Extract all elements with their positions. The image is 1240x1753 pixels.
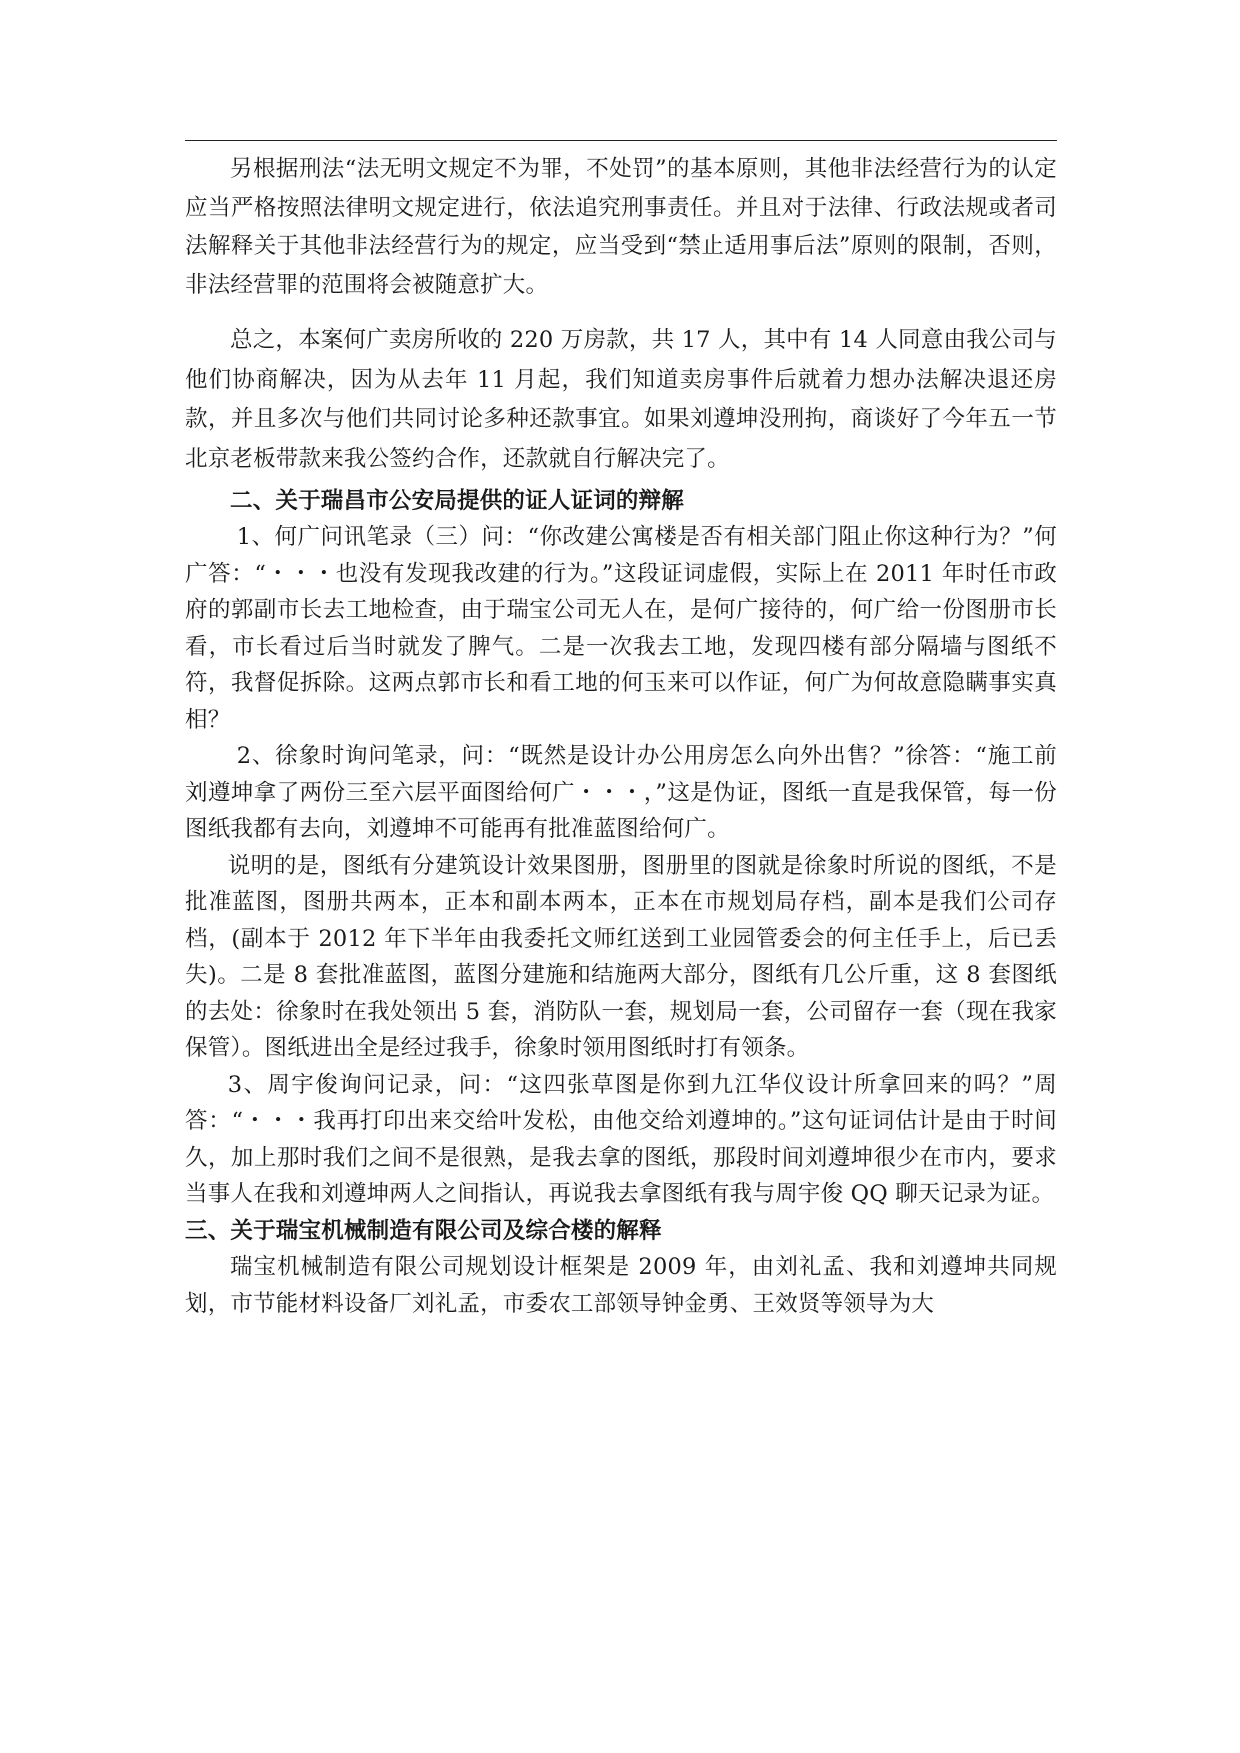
- paragraph-summary: 总之，本案何广卖房所收的 220 万房款，共 17 人，其中有 14 人同意由我公司与他们协商解决，因为从去年 11 月起，我们知道卖房事件后就着力想办法解决退还房款，并且多次与他们共同讨论多种还款事宜。如果刘遵坤没刑拘，商谈好了今年五一节北京老板带款来我公签约合作，还款就自行解决完了。: [185, 327, 1057, 472]
- paragraph-drawings-explanation: 说明的是，图纸有分建筑设计效果图册，图册里的图就是徐象时所说的图纸，不是批准蓝图，图册共两本，正本和副本两本，正本在市规划局存档，副本是我们公司存档，(副本于 2012 年下半年由我委托文师红送到工业园管委会的何主任手上，后已丢失)。二是 8 套批准蓝图，蓝图分建施和结施两大部分，图纸有几公斤重，这 8 套图纸的去处：徐象时在我处领出 5 套，消防队一套，规划局一套，公司留存一套（现在我家保管）。图纸进出全是经过我手，徐象时领用图纸时打有领条。: [185, 852, 1057, 1061]
- section-heading-3: 三、关于瑞宝机械制造有限公司及综合楼的解释: [185, 1217, 662, 1244]
- paragraph-company-planning: 瑞宝机械制造有限公司规划设计框架是 2009 年，由刘礼孟、我和刘遵坤共同规划，市节能材料设备厂刘礼孟，市委农工部领导钟金勇、王效贤等领导为大: [185, 1254, 1057, 1317]
- paragraph-testimony-3: 3、周宇俊询问记录，问：“这四张草图是你到九江华仪设计所拿回来的吗？”周答：“・・・我再打印出来交给叶发松，由他交给刘遵坤的。”这句证词估计是由于时间久，加上那时我们之间不是很熟，是我去拿的图纸，那段时间刘遵坤很少在市内，要求当事人在我和刘遵坤两人之间指认，再说我去拿图纸有我与周宇俊 QQ 聊天记录为证。: [185, 1071, 1057, 1207]
- paragraph-legal-principle: 另根据刑法“法无明文规定不为罪，不处罚”的基本原则，其他非法经营行为的认定应当严格按照法律明文规定进行，依法追究刑事责任。并且对于法律、行政法规或者司法解释关于其他非法经营行为的规定，应当受到“禁止适用事后法”原则的限制，否则，非法经营罪的范围将会被随意扩大。: [185, 156, 1057, 298]
- document-body: [185, 150, 1057, 1322]
- header-rule: [185, 140, 1057, 141]
- paragraph-testimony-1: 1、何广问讯笔录（三）问：“你改建公寓楼是否有相关部门阻止你这种行为？”何广答：“・・・也没有发现我改建的行为。”这段证词虚假，实际上在 2011 年时任市政府的郭副市长去工地检查，由于瑞宝公司无人在，是何广接待的，何广给一份图册市长看，市长看过后当时就发了脾气。二是一次我去工地，发现四楼有部分隔墙与图纸不符，我督促拆除。这两点郭市长和看工地的何玉来可以作证，何广为何故意隐瞒事实真相？: [185, 524, 1057, 733]
- section-heading-2: 二、关于瑞昌市公安局提供的证人证词的辩解: [230, 488, 685, 514]
- paragraph-testimony-2: 2、徐象时询问笔录，问：“既然是设计办公用房怎么向外出售？”徐答：“施工前刘遵坤拿了两份三至六层平面图给何广・・・，”这是伪证，图纸一直是我保管，每一份图纸我都有去向，刘遵坤不可能再有批准蓝图给何广。: [185, 743, 1057, 842]
